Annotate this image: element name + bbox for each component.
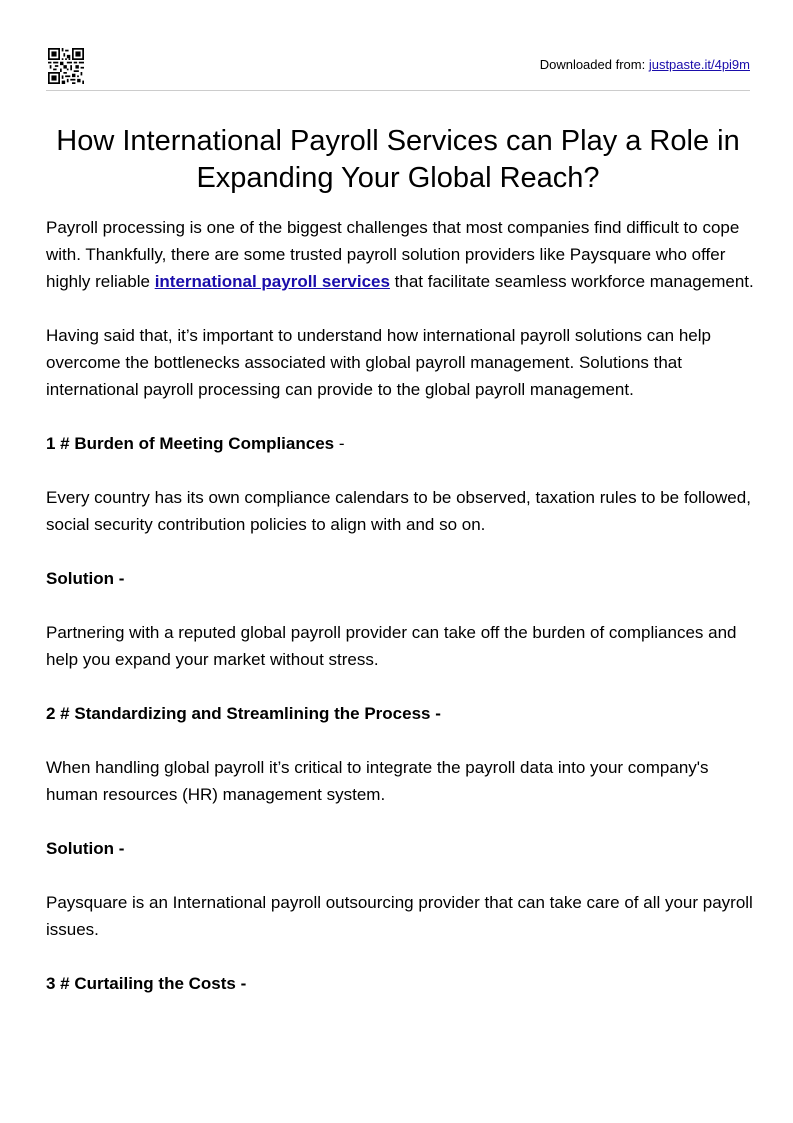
page-title: How International Payroll Services can Play a Role in Expanding Your Global Reach? xyxy=(56,125,740,194)
intro-text-before: Payroll processing is one of the biggest challenges that most companies find difficult to cope with. Thankfully, there are some trusted payroll solution providers like Paysquare who offer highly reliable xyxy=(46,218,740,291)
intro-paragraph xyxy=(46,214,758,295)
section2-solution-label: Solution - xyxy=(46,839,125,858)
qr-code-icon xyxy=(48,48,84,84)
section1-body: Every country has its own compliance calendars to be observed, taxation rules to be followed, social security contribution policies to align with and so on. xyxy=(46,488,751,534)
context-paragraph: Having said that, it’s important to understand how international payroll solutions can help overcome the bottlenecks associated with global payroll management. Solutions that international payroll processing can provide to the global payroll management. xyxy=(46,326,711,399)
page-header xyxy=(46,46,750,91)
section2-heading: 2 # Standardizing and Streamlining the Process - xyxy=(46,704,441,723)
section1-heading-suffix: - xyxy=(334,434,345,453)
download-source xyxy=(540,57,750,73)
section1-heading-text: 1 # Burden of Meeting Compliances xyxy=(46,434,335,453)
section1-solution-label: Solution - xyxy=(46,569,125,588)
section3-heading: 3 # Curtailing the Costs - xyxy=(46,974,247,993)
section2-body: When handling global payroll it’s critical to integrate the payroll data into your company's human resources (HR) management system. xyxy=(46,758,709,804)
intro-text-after: that facilitate seamless workforce management. xyxy=(389,272,754,291)
download-source-prefix: Downloaded from: xyxy=(539,57,649,72)
international-payroll-services-link[interactable]: international payroll services xyxy=(154,272,390,291)
section2-solution: Paysquare is an International payroll outsourcing provider that can take care of all your payroll issues. xyxy=(46,893,753,939)
article-body xyxy=(46,214,758,1024)
source-link[interactable]: justpaste.it/4pi9m xyxy=(648,57,750,72)
section1-solution: Partnering with a reputed global payroll provider can take off the burden of compliances and help you expand your market without stress. xyxy=(46,623,737,669)
section1-heading xyxy=(46,430,758,457)
